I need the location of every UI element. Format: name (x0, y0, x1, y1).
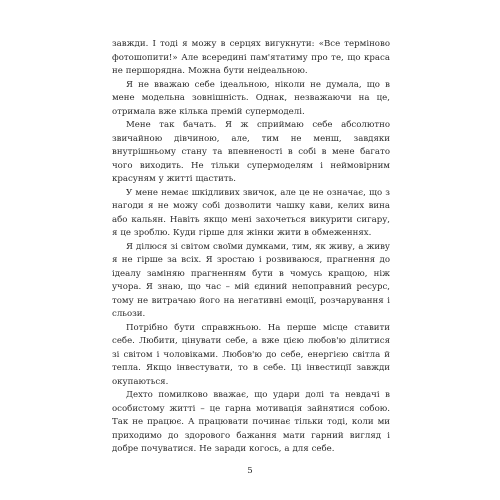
paragraph-4: У мене немає шкідливих звичок, але це не означає, що з нагоди я не можу собі дозволити чашку кави, келих вина або кальян. Навіть якщо мені захочеться викурити сигару, я це зроблю. Куди гірше для жінки жити в обмеженнях. (112, 187, 390, 238)
page-number: 5 (247, 466, 253, 476)
paragraph-5: Я ділюся зі світом своїми думками, тим, як живу, а живу я не гірше за всіх. Я зростаю і розвиваюся, прагнення до ідеалу заміняю прагненням бути в чомусь кращою, ніж учора. Я знаю, що час – мій єдиний непоправний ресурс, тому не витрачаю його на негативні емоції, розчарування і сльози. (112, 241, 390, 319)
paragraph-1: завжди. І тоді я можу в серцях вигукнути: «Все терміново фотошопити!» Але всередині пам'ятатиму про те, що краса не першорядна. Можна бути неідеальною. (112, 39, 390, 76)
paragraph-2: Я не вважаю себе ідеальною, ніколи не думала, що в мене модельна зовнішність. Однак, незважаючи на це, отримала вже кілька премій супермоделі. (112, 79, 390, 117)
paragraph-3: Мене так бачать. Я ж сприймаю себе абсолютно звичайною дівчиною, але, тим не менш, завдяки внутрішньому стану та впевненості в собі в мене багато чого виходить. Не тільки супермоделям і неймовірним красуням у житті щастить. (112, 120, 390, 184)
page-text (112, 38, 390, 457)
paragraph-6: Потрібно бути справжньою. На перше місце ставити себе. Любити, цінувати себе, а вже цією любов'ю ділитися зі світом і чоловіками. Любов'ю до себе, енергією світла й тепла. Якщо інвестувати, то в себе. Ці інвестиції завжди окупаються. (112, 322, 390, 387)
paragraph-7: Дехто помилково вважає, що удари долі та невдачі в особистому житті – це гарна мотивація зайнятися собою. Так не працює. А працювати починає тільки тоді, коли ми приходимо до здорового бажання мати гарний вигляд і добре почуватися. Не заради когось, а для себе. (112, 390, 390, 454)
